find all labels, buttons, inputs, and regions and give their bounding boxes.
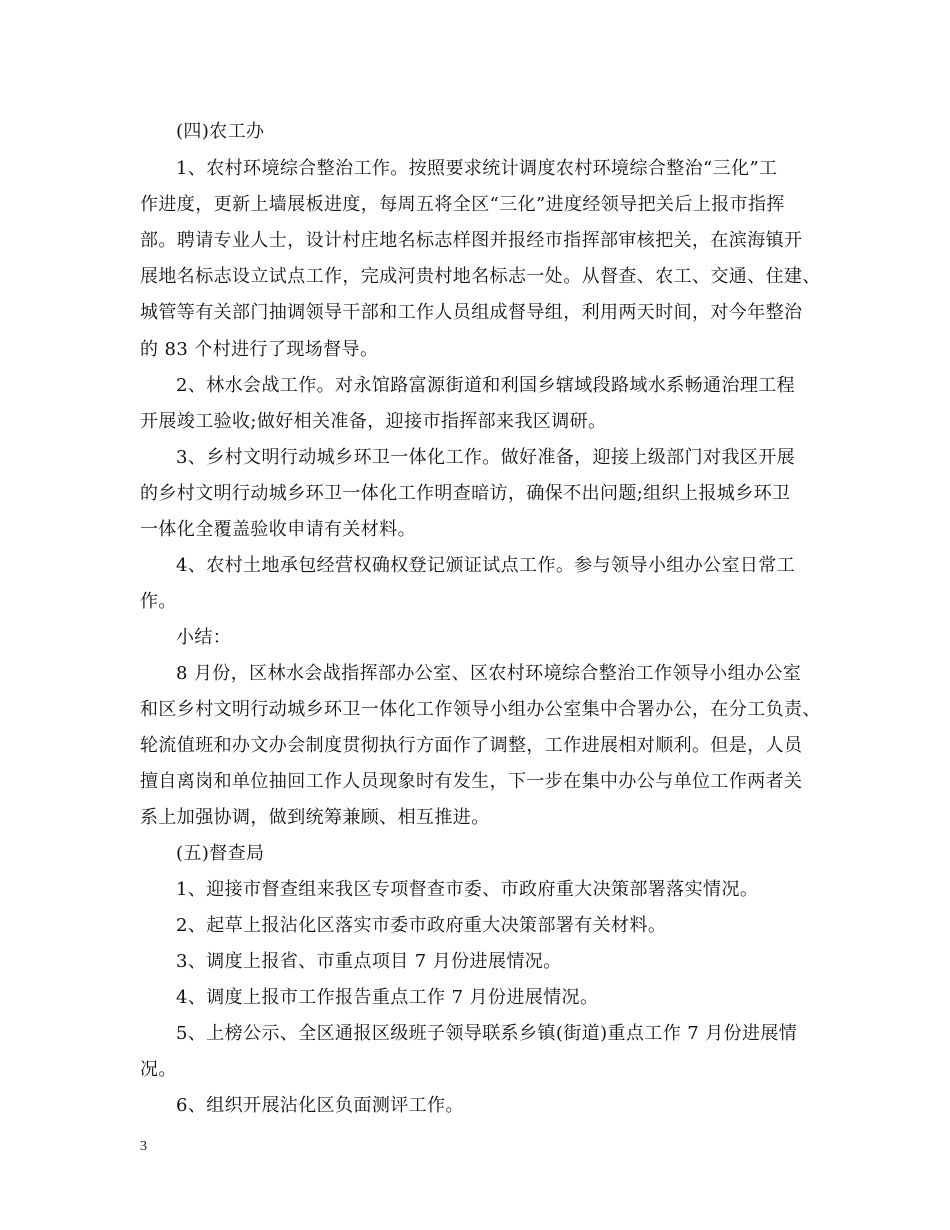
paragraph-line: 作进度，更新上墙展板进度，每周五将全区“三化”进度经领导把关后上报市指挥 [140, 194, 785, 215]
paragraph-line: 一体化全覆盖验收申请有关材料。 [140, 519, 416, 540]
paragraph-line: 展地名标志设立试点工作，完成河贵村地名标志一处。从督查、农工、交通、住建、 [140, 266, 821, 287]
paragraph-line: 部。聘请专业人士，设计村庄地名标志样图并报经市指挥部审核把关，在滨海镇开 [140, 230, 803, 251]
paragraph-line: 4、农村土地承包经营权确权登记颁证试点工作。参与领导小组办公室日常工 [176, 555, 796, 576]
paragraph-line: 的 83 个村进行了现场督导。 [140, 339, 379, 360]
list-item: 4、调度上报市工作报告重点工作 7 月份进展情况。 [176, 987, 599, 1008]
list-item-continuation: 况。 [140, 1059, 177, 1080]
list-item: 2、起草上报沾化区落实市委市政府重大决策部署有关材料。 [176, 915, 667, 936]
summary-heading: 小结： [176, 627, 232, 648]
paragraph-line: 作。 [140, 591, 177, 612]
paragraph-line: 擅自离岗和单位抽回工作人员现象时有发生，下一步在集中办公与单位工作两者关 [140, 771, 803, 792]
paragraph-line: 的乡村文明行动城乡环卫一体化工作明查暗访，确保不出问题;组织上报城乡环卫 [140, 483, 791, 504]
paragraph-line: 城管等有关部门抽调领导干部和工作人员组成督导组，利用两天时间，对今年整治 [140, 302, 803, 323]
paragraph-line: 系上加强协调，做到统筹兼顾、相互推进。 [140, 807, 490, 828]
paragraph-line: 和区乡村文明行动城乡环卫一体化工作领导小组办公室集中合署办公，在分工负责、 [140, 699, 821, 720]
list-item: 1、迎接市督查组来我区专项督查市委、市政府重大决策部署落实情况。 [176, 879, 759, 900]
paragraph-line: 轮流值班和办文办会制度贯彻执行方面作了调整，工作进展相对顺利。但是，人员 [140, 735, 803, 756]
paragraph-line: 2、林水会战工作。对永馆路富源街道和利国乡辖域段路域水系畅通治理工程 [176, 375, 796, 396]
page-number: 3 [140, 1139, 147, 1154]
section-heading-supervision-bureau: (五)督查局 [176, 843, 265, 864]
section-heading-agriculture-office: (四)农工办 [176, 121, 265, 142]
list-item: 6、组织开展沾化区负面测评工作。 [176, 1095, 464, 1116]
paragraph-line: 8 月份，区林水会战指挥部办公室、区农村环境综合整治工作领导小组办公室 [176, 663, 802, 684]
paragraph-line: 开展竣工验收;做好相关准备，迎接市指挥部来我区调研。 [140, 411, 607, 432]
list-item: 5、上榜公示、全区通报区级班子领导联系乡镇(街道)重点工作 7 月份进展情 [176, 1023, 798, 1044]
paragraph-line: 3、乡村文明行动城乡环卫一体化工作。做好准备，迎接上级部门对我区开展 [176, 447, 796, 468]
list-item: 3、调度上报省、市重点项目 7 月份进展情况。 [176, 951, 562, 972]
paragraph-line: 1、农村环境综合整治工作。按照要求统计调度农村环境综合整治“三化”工 [176, 158, 778, 179]
